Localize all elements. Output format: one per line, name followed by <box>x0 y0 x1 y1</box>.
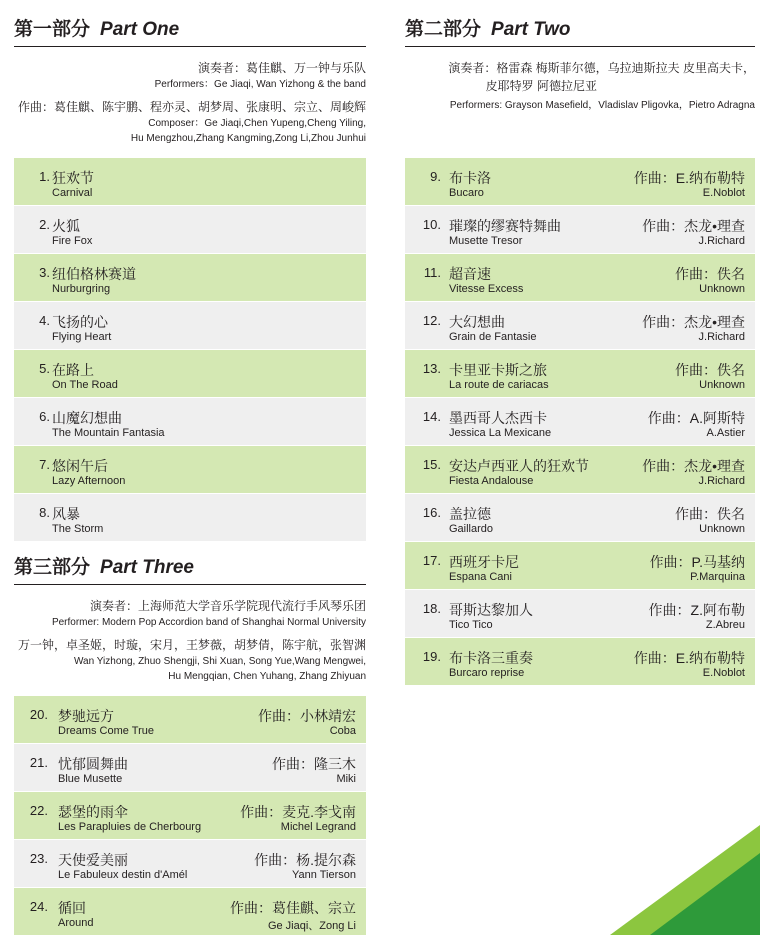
track-number: 6. <box>39 409 50 424</box>
track-number: 8. <box>39 505 50 520</box>
track-number: 23. <box>29 851 48 866</box>
track-row <box>405 542 755 590</box>
track-title-zh: 飞扬的心 <box>52 314 108 330</box>
part-two-title-en: Part Two <box>491 19 571 40</box>
composer-en: J.Richard <box>698 475 745 487</box>
track-title-zh: 忧郁圆舞曲 <box>58 756 128 772</box>
track-row <box>405 398 755 446</box>
track-title-en: Le Fabuleux destin d'Amél <box>58 869 188 881</box>
part-two-header <box>405 14 755 113</box>
part-two-performer-zh-1: 演奏者：格雷森 梅斯菲尔德，乌拉迪斯拉夫 皮里高夫卡， <box>448 61 755 75</box>
track-title-en: Flying Heart <box>52 331 112 343</box>
part-one-header <box>14 14 366 146</box>
part-three-performer-en: Performer: Modern Pop Accordion band of Shanghai Normal University <box>51 617 366 628</box>
part-three-title <box>14 552 366 585</box>
track-number: 17. <box>422 553 441 568</box>
track-title-zh: 梦驰远方 <box>58 708 114 724</box>
track-row <box>405 302 755 350</box>
track-title-en: The Storm <box>52 523 104 535</box>
track-row <box>405 206 755 254</box>
track-number: 14. <box>422 409 441 424</box>
track-title-en: Grain de Fantasie <box>449 331 537 343</box>
part-one-composer-zh: 作曲：葛佳麒、陈宇鹏、程亦灵、胡梦周、张康明、宗立、周峻辉 <box>17 100 366 114</box>
track-title-en: Espana Cani <box>449 571 512 583</box>
track-number: 19. <box>422 649 441 664</box>
track-row <box>405 350 755 398</box>
track-title-en: Nurburgring <box>52 283 111 295</box>
part-one-title-en: Part One <box>100 19 180 40</box>
composer-en: P.Marquina <box>690 571 745 583</box>
track-title-en: Around <box>58 917 94 929</box>
part-two-credits <box>405 59 755 113</box>
composer-zh: 作曲：佚名 <box>675 266 745 282</box>
track-row <box>405 638 755 686</box>
track-title-zh: 卡里亚卡斯之旅 <box>449 362 547 378</box>
track-title-zh: 瑟堡的雨伞 <box>58 804 128 820</box>
composer-en: Coba <box>329 725 356 737</box>
composer-en: E.Noblot <box>702 187 745 199</box>
part-three-members-en-1: Wan Yizhong, Zhuo Shengji, Shi Xuan, Song Yue,Wang Mengwei, <box>73 656 366 667</box>
track-title-en: Jessica La Mexicane <box>449 427 552 439</box>
part-three-title-en: Part Three <box>100 557 194 578</box>
composer-zh: 作曲：佚名 <box>675 506 745 522</box>
track-title-zh: 盖拉德 <box>449 506 491 522</box>
track-title-en: Burcaro reprise <box>449 667 525 679</box>
track-row <box>405 446 755 494</box>
track-title-en: Tico Tico <box>449 619 493 631</box>
composer-en: Yann Tierson <box>291 869 356 881</box>
track-number: 24. <box>29 899 48 914</box>
track-title-en: Dreams Come True <box>58 725 154 737</box>
track-title-en: The Mountain Fantasia <box>52 427 165 439</box>
composer-en: Unknown <box>699 523 745 535</box>
part-two-performer-en: Performers: Grayson Masefield，Vladislav Pligovka，Pietro Adragna <box>449 100 755 111</box>
part-three-title-zh: 第三部分 <box>14 557 91 578</box>
corner-decoration <box>610 825 760 935</box>
track-row <box>14 398 366 446</box>
track-title-zh: 循回 <box>58 900 86 916</box>
track-title-en: Lazy Afternoon <box>52 475 126 487</box>
track-row <box>405 254 755 302</box>
part-one-performer-zh: 演奏者：葛佳麒、万一钟与乐队 <box>197 61 366 75</box>
composer-zh: 作曲：隆三木 <box>272 756 356 772</box>
part-one-title <box>14 14 366 47</box>
composer-zh: 作曲：佚名 <box>675 362 745 378</box>
track-title-zh: 超音速 <box>449 266 491 282</box>
part-three-performer-zh: 演奏者：上海师范大学音乐学院现代流行手风琴乐团 <box>89 599 366 613</box>
track-row <box>14 350 366 398</box>
track-title-zh: 山魔幻想曲 <box>52 410 122 426</box>
track-title-en: Blue Musette <box>58 773 123 785</box>
composer-zh: 作曲：杨.提尔森 <box>254 852 356 868</box>
track-title-en: Fiesta Andalouse <box>449 475 534 487</box>
part-two-performer-zh-2: 皮耶特罗 阿德拉尼亚 <box>485 79 597 93</box>
track-row <box>405 590 755 638</box>
track-title-zh: 哥斯达黎加人 <box>449 602 533 618</box>
composer-zh: 作曲：杰龙•理查 <box>642 314 745 330</box>
composer-en: Z.Abreu <box>705 619 745 631</box>
track-title-zh: 璀璨的缪赛特舞曲 <box>449 218 561 234</box>
composer-zh: 作曲：麦克.李戈南 <box>240 804 356 820</box>
composer-en: Miki <box>336 773 356 785</box>
track-row <box>14 446 366 494</box>
composer-en: E.Noblot <box>702 667 745 679</box>
track-title-en: La route de cariacas <box>449 379 549 391</box>
track-row <box>405 494 755 542</box>
track-title-zh: 在路上 <box>52 362 94 378</box>
track-row <box>14 744 366 792</box>
track-row <box>14 888 366 936</box>
composer-zh: 作曲：A.阿斯特 <box>647 410 745 426</box>
track-number: 9. <box>430 169 441 184</box>
track-number: 2. <box>39 217 50 232</box>
track-row <box>14 840 366 888</box>
track-title-zh: 火狐 <box>52 218 80 234</box>
part-three-track-list <box>14 696 366 936</box>
composer-zh: 作曲：E.纳布勒特 <box>633 170 745 186</box>
track-number: 10. <box>422 217 441 232</box>
track-number: 21. <box>29 755 48 770</box>
track-number: 11. <box>423 265 441 280</box>
track-row <box>14 792 366 840</box>
track-number: 13. <box>422 361 441 376</box>
track-number: 16. <box>422 505 441 520</box>
part-one-composer-en-2: Hu Mengzhou,Zhang Kangming,Zong Li,Zhou Junhui <box>130 133 366 144</box>
track-title-en: Carnival <box>52 187 93 199</box>
composer-en: J.Richard <box>698 331 745 343</box>
track-title-zh: 安达卢西亚人的狂欢节 <box>449 458 589 474</box>
composer-en: J.Richard <box>698 235 745 247</box>
track-number: 3. <box>39 265 50 280</box>
composer-zh: 作曲：杰龙•理查 <box>642 218 745 234</box>
part-three-members-en-2: Hu Mengqian, Chen Yuhang, Zhang Zhiyuan <box>168 671 366 682</box>
track-number: 7. <box>39 457 50 472</box>
track-title-en: Les Parapluies de Cherbourg <box>58 821 202 833</box>
track-number: 22. <box>29 803 48 818</box>
part-one-performer-en: Performers：Ge Jiaqi, Wan Yizhong & the band <box>154 79 366 90</box>
part-one-track-list <box>14 158 366 542</box>
composer-zh: 作曲：E.纳布勒特 <box>633 650 745 666</box>
track-number: 18. <box>422 601 441 616</box>
track-title-en: Fire Fox <box>52 235 93 247</box>
part-two-track-list <box>405 158 755 686</box>
track-number: 15. <box>422 457 441 472</box>
composer-zh: 作曲：小林靖宏 <box>258 708 356 724</box>
track-number: 1. <box>39 169 50 184</box>
track-number: 5. <box>39 361 50 376</box>
track-row <box>14 158 366 206</box>
track-title-zh: 大幻想曲 <box>449 314 505 330</box>
track-title-zh: 纽伯格林赛道 <box>52 266 136 282</box>
track-title-zh: 墨西哥人杰西卡 <box>449 410 547 426</box>
track-title-en: Bucaro <box>449 187 484 199</box>
part-two-title <box>405 14 755 47</box>
track-title-zh: 悠闲午后 <box>52 458 108 474</box>
track-row <box>14 302 366 350</box>
part-one-composer-en-1: Composer：Ge Jiaqi,Chen Yupeng,Cheng Yiling, <box>148 118 366 129</box>
part-one-credits <box>14 59 366 146</box>
composer-zh: 作曲：杰龙•理查 <box>642 458 745 474</box>
composer-zh: 作曲：P.马基纳 <box>649 554 745 570</box>
composer-en: Unknown <box>699 283 745 295</box>
track-title-en: Gaillardo <box>449 523 494 535</box>
track-title-zh: 狂欢节 <box>52 170 94 186</box>
composer-zh: 作曲：葛佳麒、宗立 <box>230 900 356 916</box>
composer-en: Ge Jiaqi、Zong Li <box>267 920 356 932</box>
composer-en: Unknown <box>699 379 745 391</box>
part-three-header <box>14 552 366 684</box>
track-number: 12. <box>422 313 441 328</box>
part-three-members-zh: 万一钟，卓圣姬，时璇，宋月，王梦薇，胡梦倩，陈宇航，张智渊 <box>17 638 366 652</box>
part-two-title-zh: 第二部分 <box>405 19 482 40</box>
track-title-zh: 天使爱美丽 <box>58 852 128 868</box>
composer-en: A.Astier <box>706 427 745 439</box>
track-row <box>14 494 366 542</box>
part-one-title-zh: 第一部分 <box>14 19 91 40</box>
track-row <box>405 158 755 206</box>
track-title-en: On The Road <box>52 379 118 391</box>
track-number: 4. <box>39 313 50 328</box>
composer-en: Michel Legrand <box>280 821 356 833</box>
track-title-zh: 布卡洛 <box>449 170 491 186</box>
track-number: 20. <box>29 707 48 722</box>
track-title-zh: 风暴 <box>52 506 80 522</box>
track-title-zh: 西班牙卡尼 <box>449 554 519 570</box>
part-three-credits <box>14 597 366 684</box>
track-title-en: Vitesse Excess <box>449 283 524 295</box>
track-row <box>14 206 366 254</box>
track-title-en: Musette Tresor <box>449 235 523 247</box>
track-row <box>14 696 366 744</box>
composer-zh: 作曲：Z.阿布勒 <box>648 602 745 618</box>
track-title-zh: 布卡洛三重奏 <box>449 650 533 666</box>
track-row <box>14 254 366 302</box>
